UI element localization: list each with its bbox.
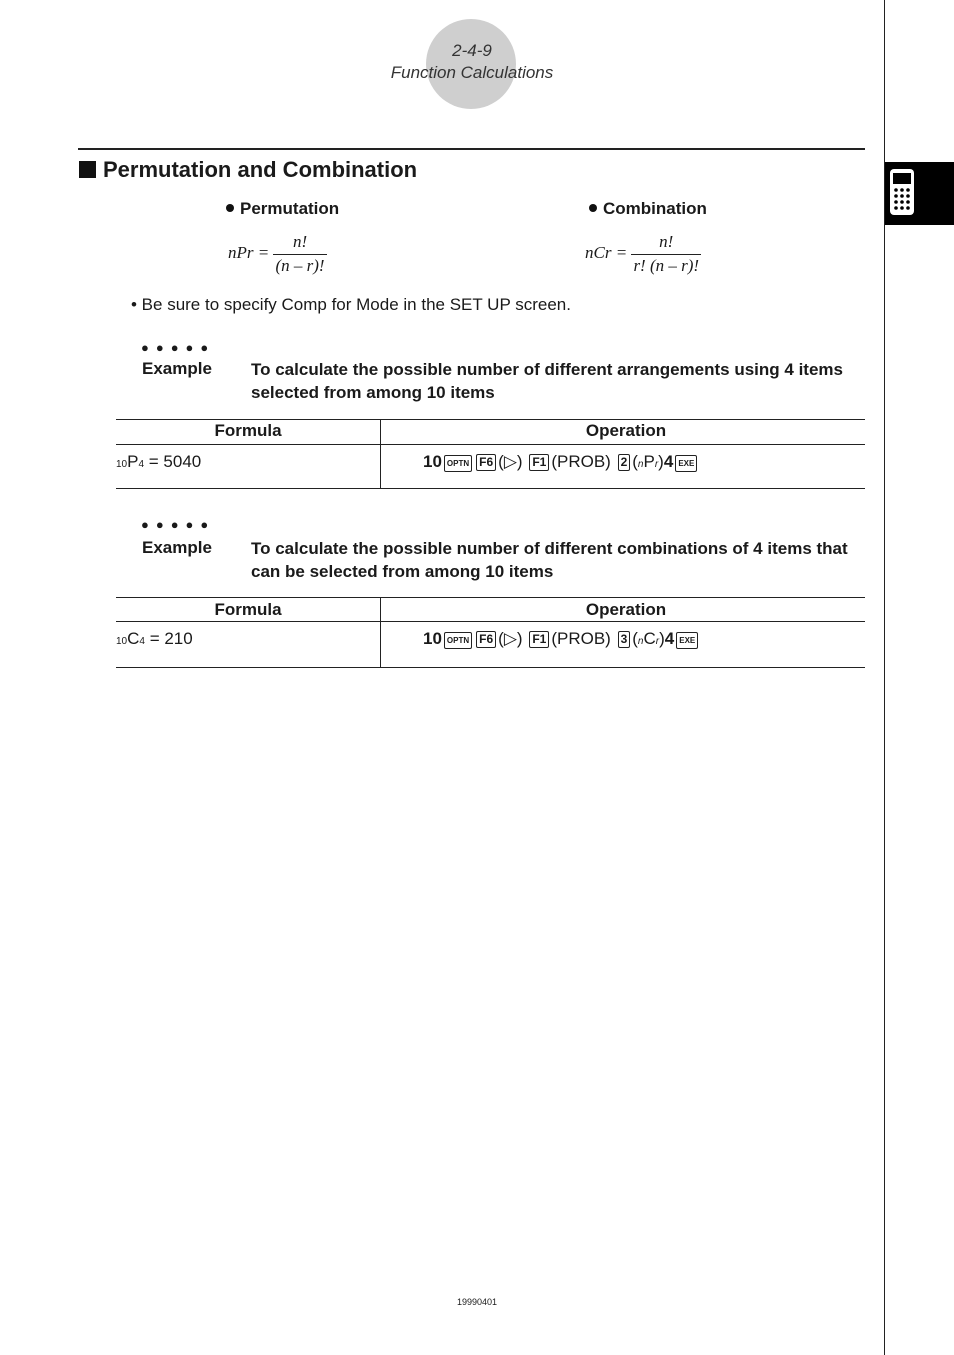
exe-key-icon: EXE <box>676 632 698 649</box>
formula-letter: P <box>127 452 139 471</box>
section-rule <box>78 148 865 150</box>
formula-pre-subscript: 10 <box>116 636 128 647</box>
prob-label: (PROB) <box>551 629 611 648</box>
example-dots: ●●●●● <box>141 517 216 532</box>
operation-cell <box>423 452 699 472</box>
func-sub-r: r <box>655 636 660 647</box>
formula-result: = 210 <box>144 629 193 648</box>
example-text: To calculate the possible number of different combinations of 4 items that can be selected from among 10 items <box>251 539 848 581</box>
table-header-operation: Operation <box>585 600 667 619</box>
combination-title: Combination <box>603 199 707 218</box>
page-number: 2-4-9 <box>452 41 492 60</box>
permutation-numerator: n! <box>292 232 308 251</box>
combination-formula <box>585 232 701 276</box>
footer-code: 19990401 <box>456 1297 498 1307</box>
prob-label: (PROB) <box>551 452 611 471</box>
exe-key-icon: EXE <box>675 455 697 472</box>
operation-arg: 4 <box>664 629 675 648</box>
optn-key-icon: OPTN <box>444 455 472 472</box>
setup-note: • Be sure to specify Comp for Mode in the SET UP screen. <box>131 295 571 314</box>
permutation-title: Permutation <box>240 199 340 218</box>
func-close: ) <box>658 452 664 471</box>
formula-post-subscript: 4 <box>139 636 145 647</box>
table-top-rule <box>116 597 865 598</box>
example-label: Example <box>142 538 212 557</box>
func-sub-r: r <box>654 459 659 470</box>
chapter-tab <box>885 162 954 225</box>
table-header-rule <box>116 444 865 445</box>
permutation-formula <box>228 232 327 276</box>
formula-letter: C <box>127 629 140 648</box>
calculator-icon <box>888 168 918 218</box>
func-letter: P <box>643 452 655 471</box>
formula-post-subscript: 4 <box>138 459 145 470</box>
func-sub-n: n <box>637 636 644 647</box>
combination-denominator: r! (n – r)! <box>633 256 700 275</box>
arrow-label: (▷) <box>498 629 523 648</box>
permutation-denominator: (n – r)! <box>275 256 325 275</box>
formula-cell <box>116 629 193 649</box>
f6-key-icon: F6 <box>476 631 496 648</box>
combination-fraction <box>631 232 701 276</box>
f1-key-icon: F1 <box>529 454 549 471</box>
number-key-icon: 3 <box>618 631 631 648</box>
operation-cell <box>423 629 700 649</box>
table-header-operation: Operation <box>585 421 667 440</box>
example-label: Example <box>142 359 212 378</box>
operation-arg: 4 <box>663 452 674 471</box>
example-text: To calculate the possible number of different arrangements using 4 items selected from among 10 items <box>251 360 843 402</box>
func-letter: C <box>643 629 656 648</box>
table-header-formula: Formula <box>214 421 282 440</box>
table-top-rule <box>116 419 865 420</box>
chapter-title: Function Calculations <box>390 63 554 82</box>
table-bottom-rule <box>116 488 865 489</box>
formula-cell <box>116 452 201 472</box>
func-open: ( <box>632 452 638 471</box>
permutation-heading <box>226 199 339 219</box>
arrow-label: (▷) <box>498 452 523 471</box>
section-title: Permutation and Combination <box>103 157 418 182</box>
table-column-divider <box>380 419 381 489</box>
optn-key-icon: OPTN <box>444 632 472 649</box>
f1-key-icon: F1 <box>529 631 549 648</box>
example-dots: ●●●●● <box>141 340 216 355</box>
bullet-icon <box>226 204 234 212</box>
formula-pre-subscript: 10 <box>116 459 128 470</box>
func-close: ) <box>659 629 665 648</box>
permutation-lhs: nPr = <box>228 242 270 262</box>
func-sub-n: n <box>637 459 644 470</box>
operation-start: 10 <box>423 452 442 471</box>
combination-lhs: nCr = <box>585 242 628 262</box>
table-column-divider <box>380 597 381 667</box>
table-bottom-rule <box>116 667 865 668</box>
number-key-icon: 2 <box>618 454 631 471</box>
func-open: ( <box>632 629 638 648</box>
f6-key-icon: F6 <box>476 454 496 471</box>
permutation-fraction <box>273 232 326 276</box>
operation-start: 10 <box>423 629 442 648</box>
combination-numerator: n! <box>659 232 674 251</box>
combination-heading <box>589 199 707 219</box>
table-header-rule <box>116 621 865 622</box>
bullet-icon <box>589 204 597 212</box>
table-header-formula: Formula <box>214 600 282 619</box>
formula-result: = 5040 <box>144 452 202 471</box>
section-square-icon <box>79 161 96 178</box>
